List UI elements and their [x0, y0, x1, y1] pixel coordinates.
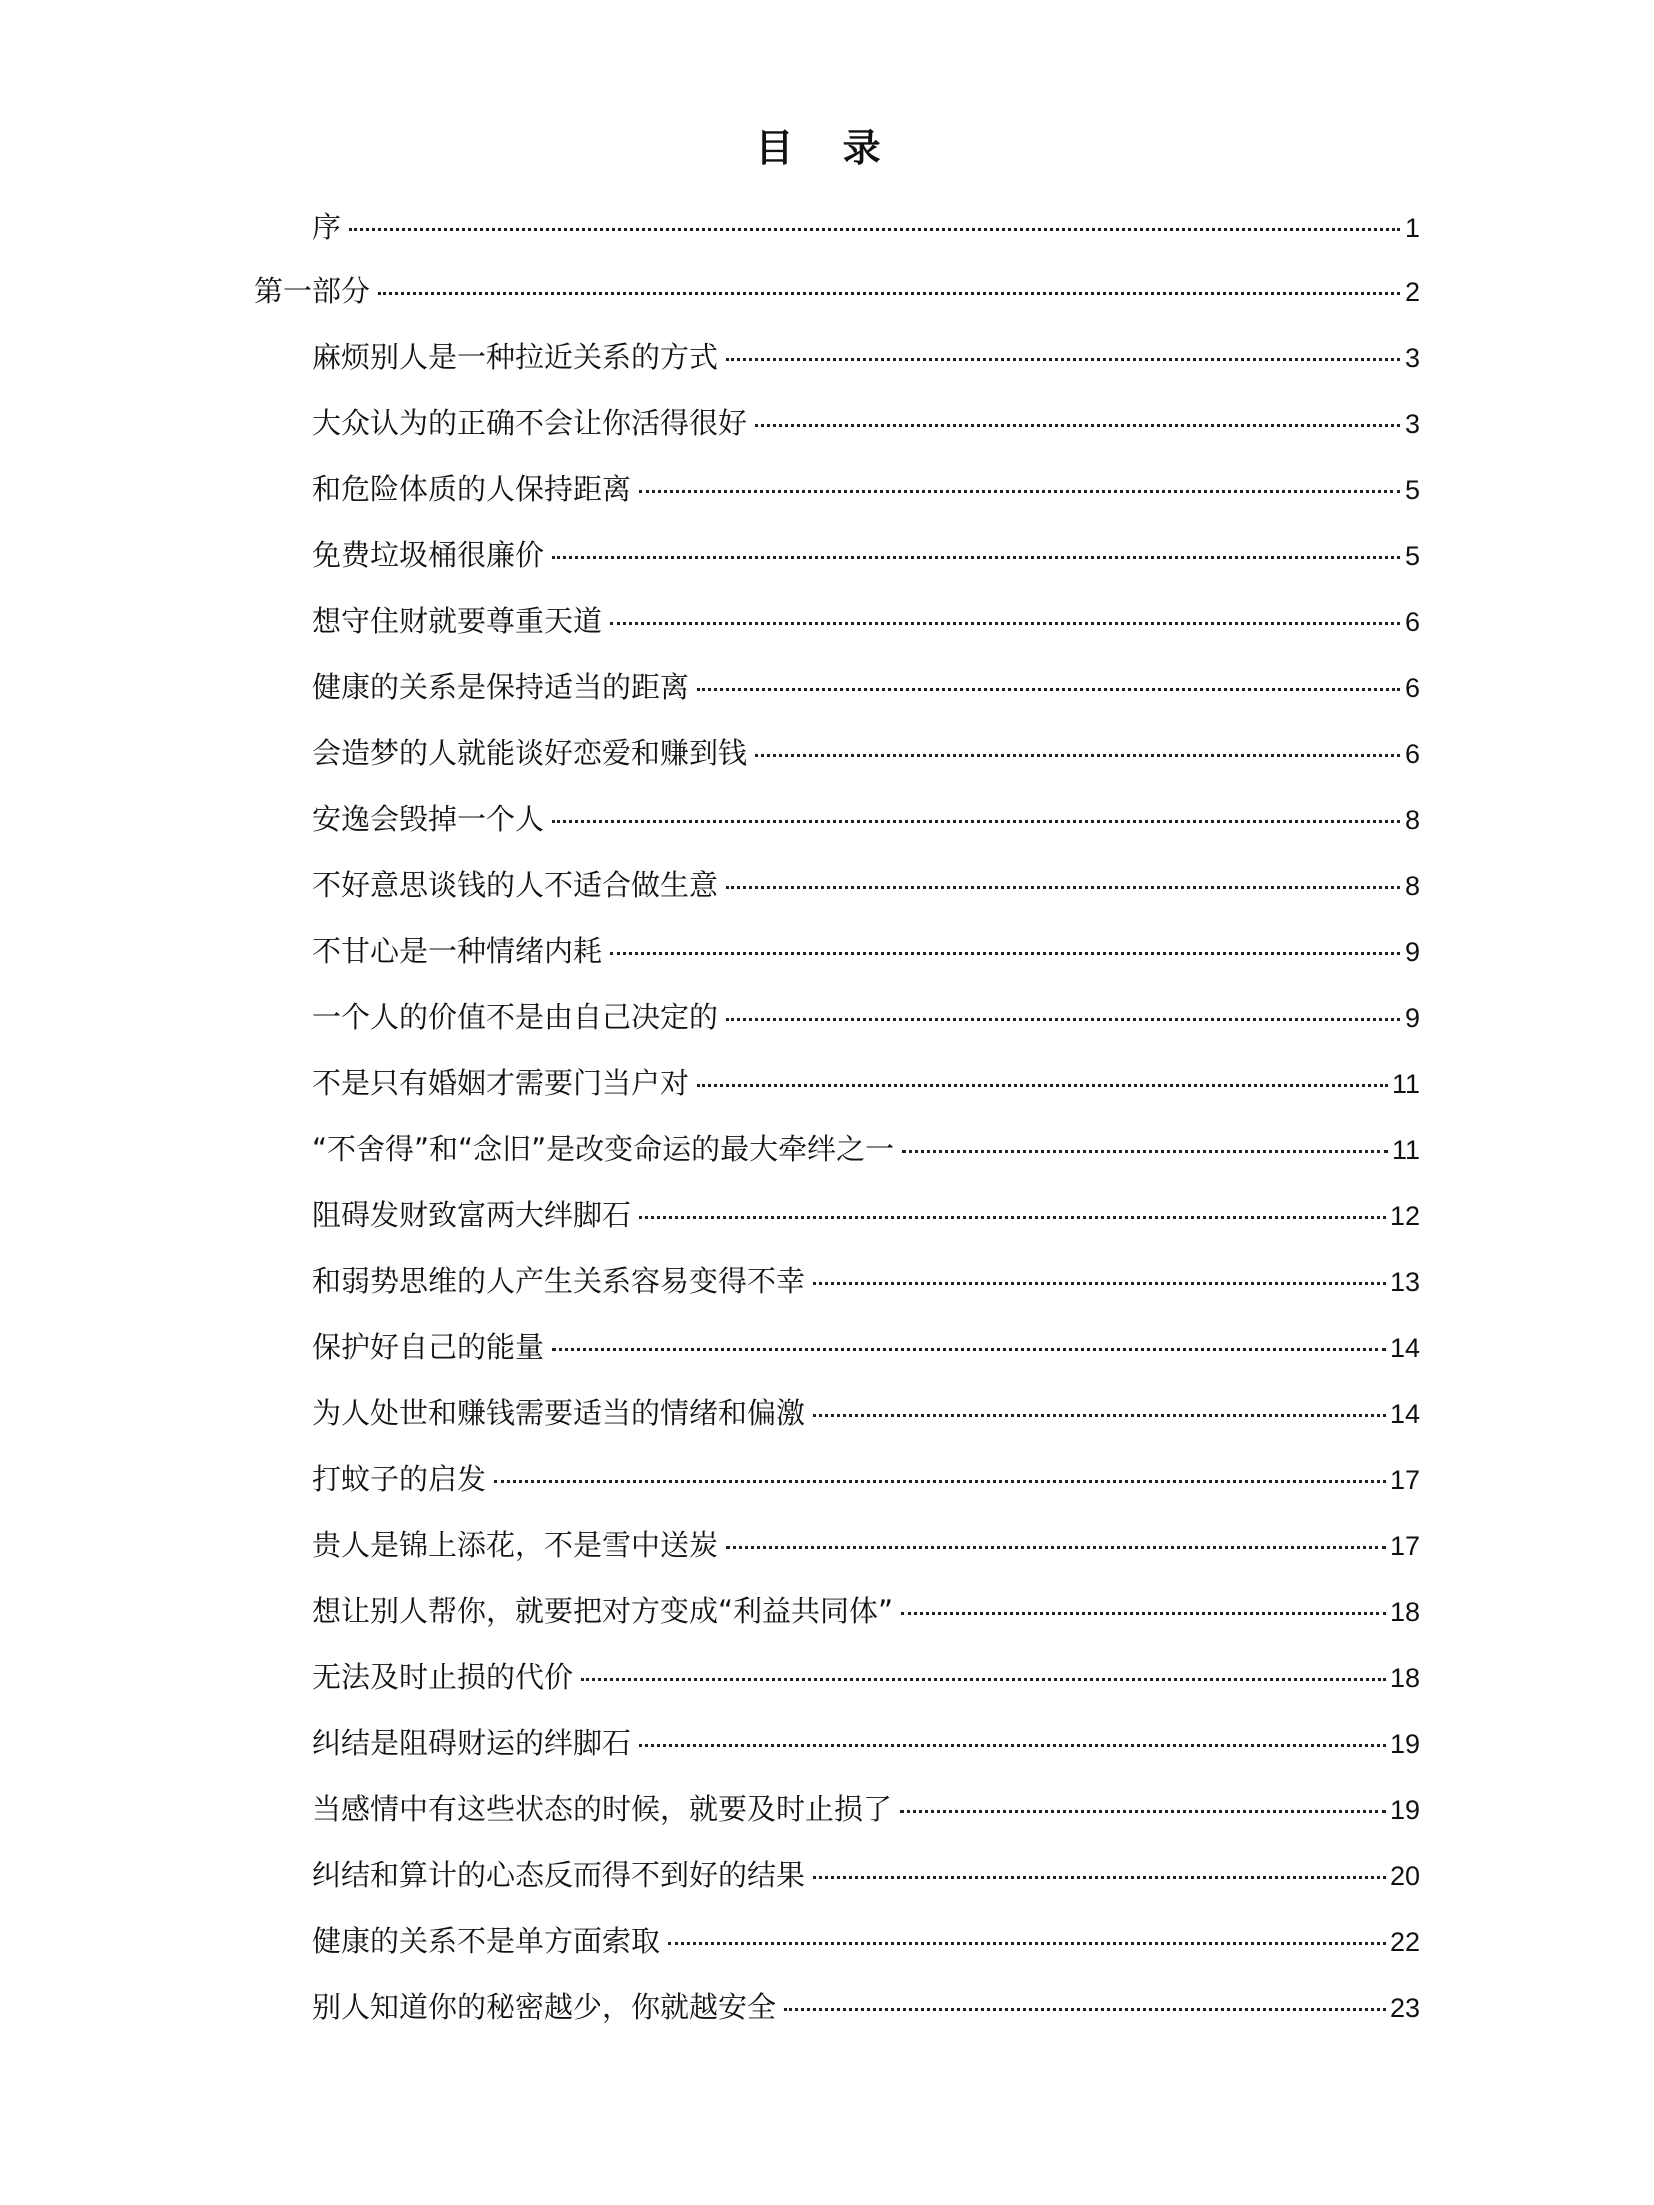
toc-entry-page-number: 23	[1389, 1993, 1420, 2023]
toc-dot-leader	[813, 1414, 1386, 1417]
toc-entry[interactable]	[0, 588, 1654, 654]
toc-entry-page-number: 19	[1389, 1729, 1420, 1759]
toc-dot-leader	[726, 1546, 1386, 1549]
toc-entry-page-number: 17	[1389, 1465, 1420, 1495]
toc-entry[interactable]	[0, 1908, 1654, 1974]
toc-dot-leader	[581, 1678, 1386, 1681]
toc-dot-leader	[639, 490, 1400, 493]
toc-entry[interactable]	[0, 720, 1654, 786]
toc-entry-page-number: 3	[1404, 409, 1420, 439]
toc-entry-page-number: 3	[1404, 343, 1420, 373]
toc-dot-leader	[378, 292, 1400, 295]
toc-dot-leader	[813, 1282, 1386, 1285]
toc-entry-page-number: 9	[1404, 1003, 1420, 1033]
toc-entry-label: 纠结是阻碍财运的绊脚石	[312, 1726, 632, 1760]
toc-entry[interactable]	[0, 918, 1654, 984]
toc-dot-leader	[900, 1810, 1386, 1813]
toc-dot-leader	[610, 952, 1400, 955]
toc-dot-leader	[639, 1216, 1386, 1219]
toc-entry[interactable]	[0, 1776, 1654, 1842]
toc-entry-label: “不舍得”和“念旧”是改变命运的最大牵绊之一	[312, 1132, 895, 1166]
toc-entry-label: 不甘心是一种情绪内耗	[312, 934, 603, 968]
toc-entry-page-number: 2	[1404, 277, 1420, 307]
toc-entry-page-number: 13	[1389, 1267, 1420, 1297]
toc-entry-page-number: 6	[1404, 673, 1420, 703]
toc-dot-leader	[552, 1348, 1386, 1351]
toc-entry-label: 贵人是锦上添花，不是雪中送炭	[312, 1528, 719, 1562]
toc-entry[interactable]	[0, 522, 1654, 588]
toc-entry-page-number: 17	[1389, 1531, 1420, 1561]
toc-entry-page-number: 20	[1389, 1861, 1420, 1891]
toc-entry-label: 一个人的价值不是由自己决定的	[312, 1000, 719, 1034]
toc-entry-label: 无法及时止损的代价	[312, 1660, 574, 1694]
toc-entry-label: 第一部分	[254, 274, 371, 308]
toc-entry-label: 麻烦别人是一种拉近关系的方式	[312, 340, 719, 374]
toc-entry[interactable]	[0, 852, 1654, 918]
toc-entry-label: 别人知道你的秘密越少，你就越安全	[312, 1990, 777, 2024]
toc-entry-label: 想让别人帮你，就要把对方变成“利益共同体”	[312, 1594, 894, 1628]
toc-dot-leader	[901, 1612, 1386, 1615]
toc-entry-label: 阻碍发财致富两大绊脚石	[312, 1198, 632, 1232]
toc-entry-label: 安逸会毁掉一个人	[312, 802, 545, 836]
toc-entry-label: 会造梦的人就能谈好恋爱和赚到钱	[312, 736, 748, 770]
toc-dot-leader	[494, 1480, 1386, 1483]
toc-entry[interactable]	[0, 1578, 1654, 1644]
toc-entry-label: 和危险体质的人保持距离	[312, 472, 632, 506]
toc-entry-label: 和弱势思维的人产生关系容易变得不幸	[312, 1264, 806, 1298]
toc-entry-page-number: 6	[1404, 739, 1420, 769]
toc-entry-page-number: 14	[1389, 1333, 1420, 1363]
toc-dot-leader	[784, 2008, 1386, 2011]
toc-dot-leader	[755, 754, 1400, 757]
toc-dot-leader	[902, 1150, 1388, 1153]
toc-entry[interactable]	[0, 654, 1654, 720]
toc-entry-page-number: 14	[1389, 1399, 1420, 1429]
toc-entry-page-number: 1	[1404, 213, 1420, 243]
toc-entry-page-number: 5	[1404, 541, 1420, 571]
toc-entry-page-number: 8	[1404, 805, 1420, 835]
toc-entry-label: 当感情中有这些状态的时候，就要及时止损了	[312, 1792, 893, 1826]
toc-entry[interactable]	[0, 984, 1654, 1050]
toc-entry-page-number: 19	[1389, 1795, 1420, 1825]
toc-entry[interactable]	[0, 1974, 1654, 2040]
toc-entry-page-number: 9	[1404, 937, 1420, 967]
toc-entry[interactable]	[0, 1182, 1654, 1248]
toc-entry[interactable]	[0, 1050, 1654, 1116]
toc-entry[interactable]	[0, 1116, 1654, 1182]
toc-entry[interactable]	[0, 1380, 1654, 1446]
toc-dot-leader	[610, 622, 1400, 625]
toc-entry[interactable]	[0, 196, 1654, 258]
toc-list	[0, 196, 1654, 2040]
toc-entry[interactable]	[0, 456, 1654, 522]
toc-entry-page-number: 11	[1391, 1135, 1420, 1165]
toc-entry-label: 序	[312, 210, 342, 244]
toc-entry-label: 免费垃圾桶很廉价	[312, 538, 545, 572]
toc-title: 目 录	[755, 125, 899, 170]
toc-entry[interactable]	[0, 390, 1654, 456]
toc-entry-label: 不是只有婚姻才需要门当户对	[312, 1066, 690, 1100]
toc-entry[interactable]	[0, 1512, 1654, 1578]
toc-entry-label: 不好意思谈钱的人不适合做生意	[312, 868, 719, 902]
toc-entry-page-number: 11	[1391, 1069, 1420, 1099]
toc-entry-label: 保护好自己的能量	[312, 1330, 545, 1364]
toc-dot-leader	[639, 1744, 1386, 1747]
toc-entry[interactable]	[0, 1446, 1654, 1512]
toc-entry[interactable]	[0, 1842, 1654, 1908]
toc-entry-page-number: 18	[1389, 1597, 1420, 1627]
toc-entry-label: 打蚊子的启发	[312, 1462, 487, 1496]
toc-entry-page-number: 5	[1404, 475, 1420, 505]
toc-dot-leader	[726, 358, 1400, 361]
toc-dot-leader	[697, 688, 1400, 691]
toc-entry-label: 健康的关系不是单方面索取	[312, 1924, 661, 1958]
toc-dot-leader	[755, 424, 1400, 427]
toc-dot-leader	[726, 886, 1400, 889]
toc-entry[interactable]	[0, 1710, 1654, 1776]
toc-dot-leader	[349, 228, 1400, 231]
toc-dot-leader	[726, 1018, 1400, 1021]
toc-dot-leader	[668, 1942, 1386, 1945]
toc-entry-label: 大众认为的正确不会让你活得很好	[312, 406, 748, 440]
toc-entry-label: 纠结和算计的心态反而得不到好的结果	[312, 1858, 806, 1892]
toc-dot-leader	[552, 556, 1400, 559]
toc-entry-page-number: 12	[1389, 1201, 1420, 1231]
toc-entry[interactable]	[0, 1644, 1654, 1710]
toc-dot-leader	[697, 1084, 1388, 1087]
toc-entry[interactable]	[0, 258, 1654, 324]
toc-dot-leader	[552, 820, 1400, 823]
toc-entry[interactable]	[0, 1248, 1654, 1314]
toc-entry-page-number: 6	[1404, 607, 1420, 637]
toc-entry-page-number: 18	[1389, 1663, 1420, 1693]
toc-entry[interactable]	[0, 786, 1654, 852]
toc-entry-label: 健康的关系是保持适当的距离	[312, 670, 690, 704]
toc-entry[interactable]	[0, 1314, 1654, 1380]
toc-entry[interactable]	[0, 324, 1654, 390]
toc-entry-label: 想守住财就要尊重天道	[312, 604, 603, 638]
toc-entry-page-number: 8	[1404, 871, 1420, 901]
toc-entry-label: 为人处世和赚钱需要适当的情绪和偏激	[312, 1396, 806, 1430]
toc-dot-leader	[813, 1876, 1386, 1879]
toc-entry-page-number: 22	[1389, 1927, 1420, 1957]
